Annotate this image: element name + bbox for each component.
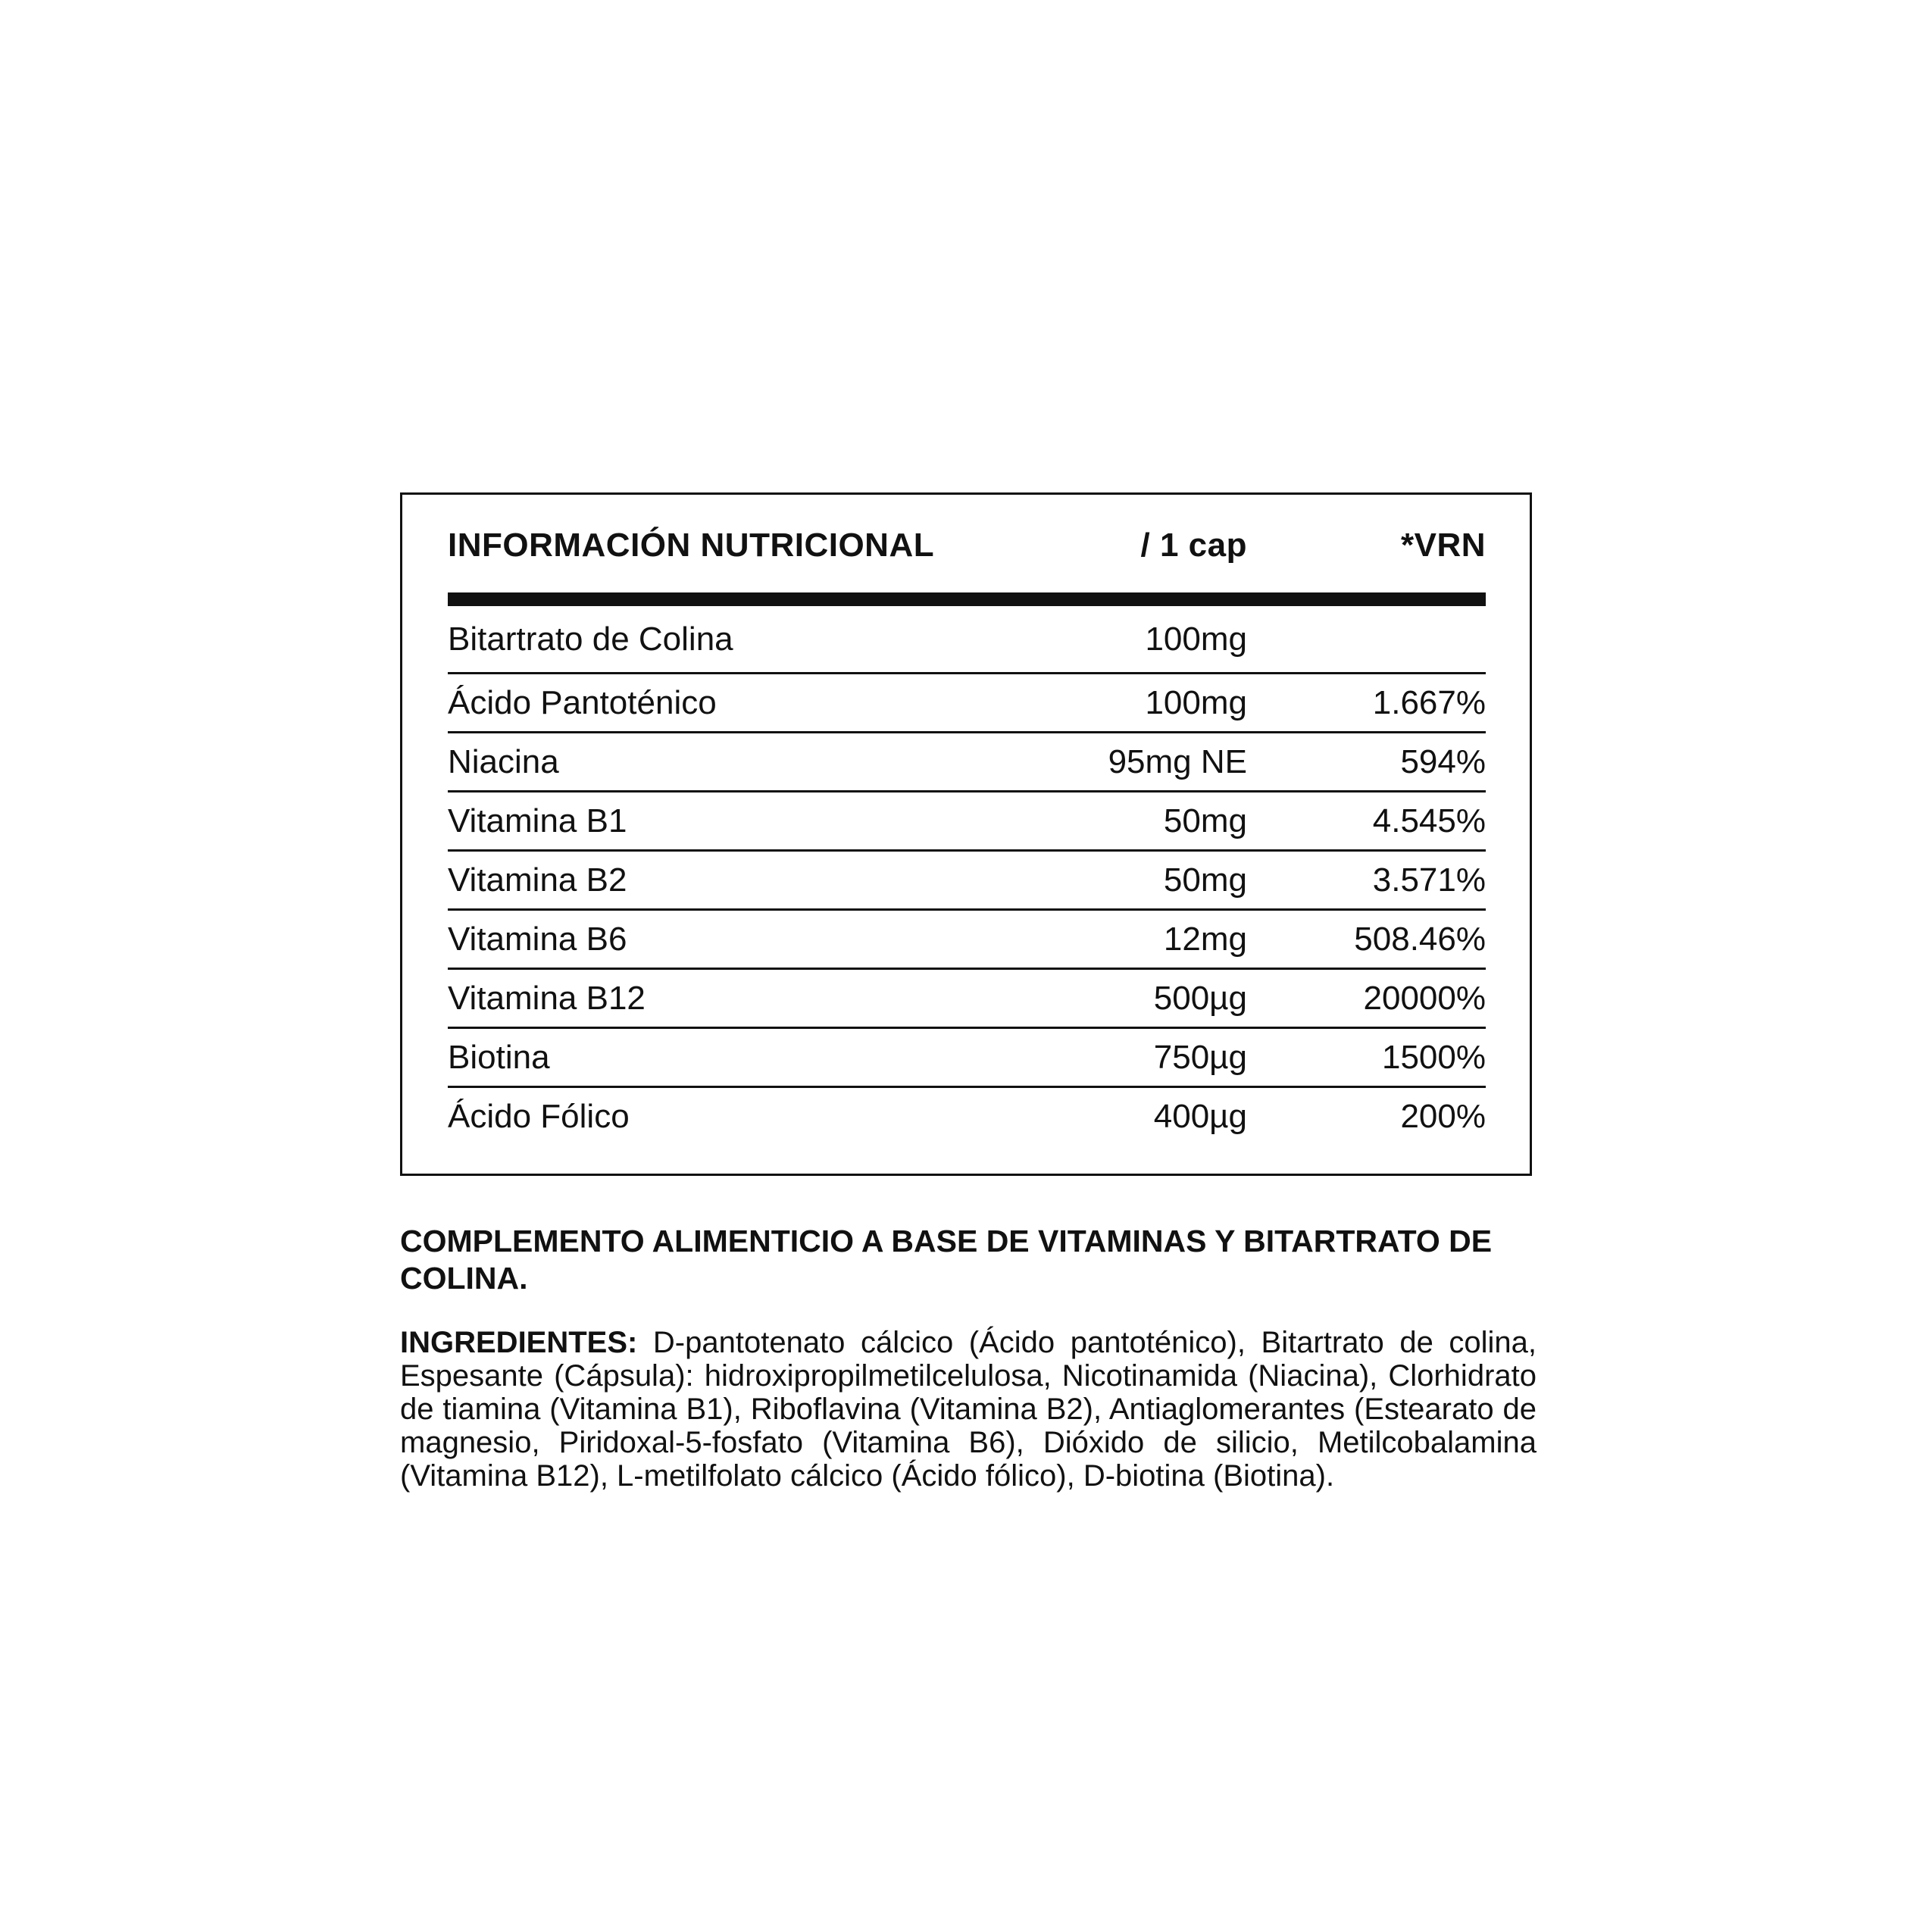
nutrient-vrn: 1500% <box>1381 1038 1486 1076</box>
column-header-serving: / 1 cap <box>1140 527 1247 564</box>
table-row <box>448 792 1486 852</box>
nutrient-name: Ácido Fólico <box>448 1097 630 1135</box>
ingredients-text: D-pantotenato cálcico (Ácido pantoténico), Bitartrato de colina, Espesante (Cápsula): hidroxipropilmetilcelulosa, Nicotinamida (Niacina), Clorhidrato de tiamina (Vitamina B1), Riboflavina (Vitamina B2), Antiaglomerantes (Estearato de magnesio, Piridoxal-5-fosfato (Vitamina B6), Dióxido de silicio, Metilcobalamina (Vitamina B12), L-metilfolato cálcico (Ácido fólico), D-biotina (Biotina). <box>400 1326 1537 1493</box>
nutrient-name: Niacina <box>448 742 559 780</box>
nutrient-amount: 500µg <box>1153 979 1247 1017</box>
nutrient-vrn: 200% <box>1400 1097 1486 1135</box>
nutrient-amount: 95mg NE <box>1108 742 1247 780</box>
table-row <box>448 1029 1486 1088</box>
nutrient-name: Bitartrato de Colina <box>448 620 733 658</box>
nutrient-amount: 100mg <box>1145 620 1247 658</box>
nutrient-amount: 100mg <box>1145 683 1247 721</box>
nutrient-rows <box>448 606 1486 1145</box>
table-row <box>448 674 1486 733</box>
nutrient-vrn: 594% <box>1400 742 1486 780</box>
nutrient-name: Vitamina B2 <box>448 861 627 899</box>
table-row <box>448 1088 1486 1145</box>
table-row <box>448 733 1486 792</box>
nutrient-name: Vitamina B1 <box>448 802 627 839</box>
header-divider-bar <box>448 592 1486 606</box>
table-title: INFORMACIÓN NUTRICIONAL <box>448 527 935 564</box>
nutrient-amount: 400µg <box>1153 1097 1247 1135</box>
nutrition-table-header <box>448 524 1486 567</box>
nutrition-table <box>400 492 1532 1176</box>
nutrient-name: Vitamina B12 <box>448 979 646 1017</box>
nutrient-vrn: 3.571% <box>1372 861 1486 899</box>
label-content <box>400 492 1537 1493</box>
table-row <box>448 852 1486 911</box>
ingredients-label: INGREDIENTES: <box>400 1326 638 1359</box>
table-row <box>448 606 1486 674</box>
nutrient-amount: 50mg <box>1163 802 1247 839</box>
nutrient-vrn: 1.667% <box>1372 683 1486 721</box>
nutrient-amount: 12mg <box>1163 920 1247 958</box>
nutrient-vrn: 4.545% <box>1372 802 1486 839</box>
nutrient-name: Ácido Pantoténico <box>448 683 717 721</box>
nutrient-vrn: 20000% <box>1363 979 1486 1017</box>
ingredients-paragraph <box>400 1326 1537 1493</box>
column-header-vrn: *VRN <box>1400 527 1486 564</box>
nutrient-amount: 750µg <box>1153 1038 1247 1076</box>
nutrient-name: Biotina <box>448 1038 550 1076</box>
table-row <box>448 970 1486 1029</box>
nutrient-vrn: 508.46% <box>1354 920 1486 958</box>
supplement-description: COMPLEMENTO ALIMENTICIO A BASE DE VITAMINAS Y BITARTRATO DE COLINA. <box>400 1224 1493 1296</box>
table-row <box>448 911 1486 970</box>
nutrient-amount: 50mg <box>1163 861 1247 899</box>
nutrient-name: Vitamina B6 <box>448 920 627 958</box>
